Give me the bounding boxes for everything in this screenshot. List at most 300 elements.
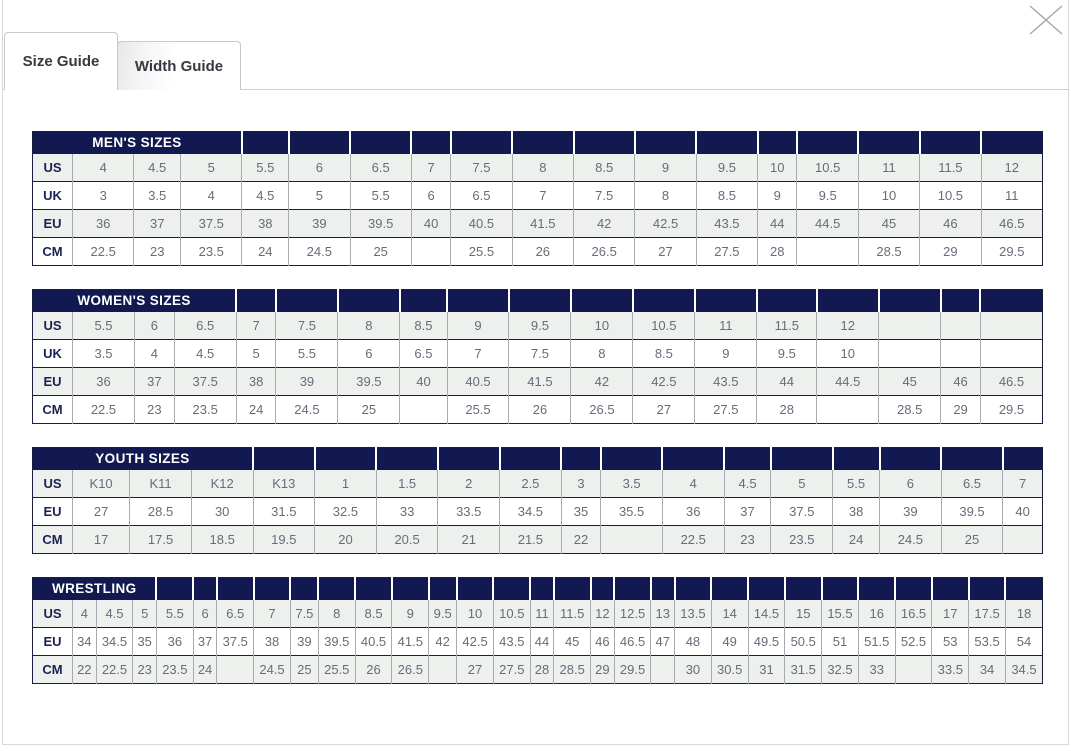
size-tables [3, 90, 1068, 684]
size-cell: 52.5 [895, 628, 932, 656]
size-cell: 35 [561, 498, 601, 526]
size-cell: 49.5 [748, 628, 785, 656]
size-cell: 15 [785, 600, 822, 628]
size-cell: K11 [130, 470, 192, 498]
size-table-youth-sizes [32, 447, 1043, 554]
header-cell [895, 578, 932, 600]
header-cell [591, 578, 615, 600]
row-label: CM [42, 532, 63, 547]
size-cell: 24 [193, 656, 217, 684]
size-cell: 9 [695, 340, 757, 368]
size-cell: 8.5 [400, 312, 447, 340]
size-cell: 43.5 [696, 210, 757, 238]
table-row-eu [33, 628, 1043, 656]
size-cell: 49 [711, 628, 748, 656]
header-cell [376, 448, 438, 470]
size-cell: 41.5 [509, 368, 571, 396]
size-cell [817, 396, 879, 424]
size-cell: 9.5 [696, 154, 757, 182]
size-cell: 46 [920, 210, 981, 238]
table-row-us [33, 470, 1043, 498]
size-guide-panel [3, 89, 1068, 744]
table-title: WOMEN'S SIZES [33, 290, 237, 312]
row-label: CM [42, 244, 63, 259]
size-cell: 39.5 [350, 210, 411, 238]
size-cell: 37 [134, 210, 181, 238]
size-cell: 3.5 [134, 182, 181, 210]
size-cell: 24 [236, 396, 276, 424]
size-cell: 34.5 [1005, 656, 1042, 684]
size-cell: 3.5 [601, 470, 663, 498]
size-cell: 33.5 [932, 656, 969, 684]
size-cell: 11 [981, 182, 1042, 210]
size-cell: 23 [724, 526, 771, 554]
header-cell [156, 578, 193, 600]
size-cell: 8 [338, 312, 400, 340]
size-cell: 10 [571, 312, 633, 340]
table-row-cm [33, 396, 1043, 424]
size-cell: 14 [711, 600, 748, 628]
size-cell: 5.5 [833, 470, 880, 498]
size-cell: 24.5 [276, 396, 338, 424]
size-cell: 39.5 [318, 628, 355, 656]
size-cell: 11 [530, 600, 554, 628]
size-cell: 16 [858, 600, 895, 628]
size-cell: 7 [411, 154, 450, 182]
size-cell: 26 [355, 656, 392, 684]
header-cell [633, 290, 695, 312]
size-cell: 7.5 [290, 600, 318, 628]
size-cell: 37.5 [217, 628, 254, 656]
size-cell: 24 [833, 526, 880, 554]
header-cell [635, 132, 696, 154]
size-cell: 27 [457, 656, 494, 684]
size-cell: 4.5 [242, 182, 289, 210]
size-cell [651, 656, 675, 684]
size-cell: 24.5 [254, 656, 291, 684]
header-cell [571, 290, 633, 312]
tab-size-guide[interactable] [4, 32, 118, 90]
size-cell: 19.5 [253, 526, 315, 554]
size-cell: 13 [651, 600, 675, 628]
size-cell: 12 [981, 154, 1042, 182]
tab-label: Width Guide [134, 57, 224, 75]
header-cell [980, 290, 1042, 312]
size-cell: 25 [350, 238, 411, 266]
row-label: UK [43, 346, 62, 361]
size-cell: 5 [771, 470, 833, 498]
size-cell: 27.5 [493, 656, 530, 684]
size-cell: 1 [315, 470, 377, 498]
size-cell [895, 656, 932, 684]
table-row-eu [33, 210, 1043, 238]
row-label: US [43, 159, 62, 175]
header-cell [512, 132, 573, 154]
size-cell: 29 [591, 656, 615, 684]
size-cell: 9.5 [429, 600, 457, 628]
header-cell [797, 132, 858, 154]
size-cell: 6.5 [174, 312, 236, 340]
size-cell: 40 [411, 210, 450, 238]
size-cell: 27.5 [695, 396, 757, 424]
row-label: US [43, 317, 62, 333]
size-cell: 7 [447, 340, 509, 368]
size-cell: 10 [858, 182, 919, 210]
size-cell: 29.5 [614, 656, 651, 684]
row-label: EU [43, 634, 62, 649]
size-cell: 23 [133, 656, 157, 684]
size-cell: 20 [315, 526, 377, 554]
size-table-men-s-sizes [32, 131, 1043, 266]
size-cell: 46.5 [614, 628, 651, 656]
size-cell: 25 [338, 396, 400, 424]
size-cell: 40 [1003, 498, 1043, 526]
size-cell: 33 [858, 656, 895, 684]
header-cell [400, 290, 447, 312]
size-cell: 10.5 [633, 312, 695, 340]
table-row-us [33, 154, 1043, 182]
row-label: EU [43, 504, 62, 519]
header-cell [771, 448, 833, 470]
size-cell: 27.5 [696, 238, 757, 266]
size-cell: 5 [181, 154, 242, 182]
header-cell [858, 578, 895, 600]
header-cell [1005, 578, 1042, 600]
size-cell: 6.5 [350, 154, 411, 182]
size-cell: 12 [591, 600, 615, 628]
size-cell: 6 [880, 470, 942, 498]
size-cell: 37 [134, 368, 174, 396]
size-cell: 7 [236, 312, 276, 340]
header-cell [822, 578, 859, 600]
size-cell: 46 [941, 368, 981, 396]
table-row-us [33, 312, 1043, 340]
size-cell: 42 [429, 628, 457, 656]
header-cell [438, 448, 500, 470]
size-cell: 44.5 [817, 368, 879, 396]
size-cell: 37.5 [174, 368, 236, 396]
header-cell [785, 578, 822, 600]
table-row-cm [33, 238, 1043, 266]
size-cell: 53 [932, 628, 969, 656]
size-cell: 22.5 [73, 396, 135, 424]
size-cell: 30 [191, 498, 253, 526]
size-cell: 28 [758, 238, 797, 266]
row-label: CM [42, 662, 63, 677]
size-cell: 15.5 [822, 600, 859, 628]
header-cell [457, 578, 494, 600]
size-cell: 38 [236, 368, 276, 396]
size-cell: 11.5 [757, 312, 817, 340]
size-cell: 10 [457, 600, 494, 628]
row-label: EU [43, 216, 62, 231]
header-cell [447, 290, 509, 312]
table-header-row [33, 578, 1043, 600]
size-cell: 44 [530, 628, 554, 656]
header-cell [254, 578, 291, 600]
header-cell [574, 132, 635, 154]
size-cell: 46.5 [981, 210, 1042, 238]
table-row-cm [33, 526, 1043, 554]
size-cell: 21.5 [500, 526, 562, 554]
size-guide-modal [2, 0, 1069, 745]
header-cell [941, 448, 1003, 470]
size-cell: 23.5 [156, 656, 193, 684]
size-cell: 39.5 [941, 498, 1003, 526]
header-cell [1003, 448, 1043, 470]
size-cell: 34 [969, 656, 1006, 684]
size-cell: 7.5 [451, 154, 512, 182]
size-cell: 21 [438, 526, 500, 554]
header-cell [758, 132, 797, 154]
size-cell: 45 [858, 210, 919, 238]
size-cell: 32.5 [315, 498, 377, 526]
size-cell: 46 [591, 628, 615, 656]
size-cell: 3 [561, 470, 601, 498]
size-cell: 50.5 [785, 628, 822, 656]
size-cell [941, 340, 981, 368]
size-cell: 16.5 [895, 600, 932, 628]
size-cell: 4.5 [96, 600, 133, 628]
size-cell: 5 [289, 182, 350, 210]
size-cell: 36 [73, 368, 135, 396]
header-cell [675, 578, 712, 600]
size-cell: 6.5 [400, 340, 447, 368]
size-cell: 4.5 [174, 340, 236, 368]
size-cell: 11 [695, 312, 757, 340]
header-cell [880, 448, 942, 470]
size-cell: 29 [920, 238, 981, 266]
size-cell: 8.5 [633, 340, 695, 368]
header-cell [289, 132, 350, 154]
header-cell [217, 578, 254, 600]
size-cell: 39 [276, 368, 338, 396]
size-cell: 25.5 [451, 238, 512, 266]
size-cell: 45 [554, 628, 591, 656]
header-cell [981, 132, 1042, 154]
size-cell: 18 [1005, 600, 1042, 628]
size-cell: 26.5 [574, 238, 635, 266]
header-cell [451, 132, 512, 154]
header-cell [355, 578, 392, 600]
size-cell: 42 [574, 210, 635, 238]
header-cell [236, 290, 276, 312]
header-cell [817, 290, 879, 312]
size-cell: 27 [73, 498, 130, 526]
size-cell: 51.5 [858, 628, 895, 656]
header-cell [554, 578, 591, 600]
size-cell: 48 [675, 628, 712, 656]
size-cell: 4.5 [724, 470, 771, 498]
size-cell: 36 [662, 498, 724, 526]
header-cell [561, 448, 601, 470]
size-cell: 22.5 [662, 526, 724, 554]
size-cell: 33.5 [438, 498, 500, 526]
size-cell: K12 [191, 470, 253, 498]
size-cell: K13 [253, 470, 315, 498]
size-cell: 9.5 [797, 182, 858, 210]
size-cell: 29.5 [981, 238, 1042, 266]
size-cell: 43.5 [493, 628, 530, 656]
size-cell: 9.5 [509, 312, 571, 340]
header-cell [757, 290, 817, 312]
size-cell: 54 [1005, 628, 1042, 656]
size-cell: 31.5 [253, 498, 315, 526]
size-cell: 18.5 [191, 526, 253, 554]
size-cell: 40.5 [447, 368, 509, 396]
size-cell: 43.5 [695, 368, 757, 396]
size-cell: 22 [561, 526, 601, 554]
size-cell: 8 [571, 340, 633, 368]
size-cell: 42 [571, 368, 633, 396]
size-cell [601, 526, 663, 554]
size-cell: 39.5 [338, 368, 400, 396]
size-cell: 4 [73, 600, 97, 628]
size-cell: 42.5 [633, 368, 695, 396]
row-label: UK [43, 188, 62, 203]
size-cell: 6 [338, 340, 400, 368]
header-cell [858, 132, 919, 154]
size-cell: 44 [757, 368, 817, 396]
size-cell: 26.5 [571, 396, 633, 424]
size-cell: 14.5 [748, 600, 785, 628]
size-cell: 12 [817, 312, 879, 340]
header-cell [493, 578, 530, 600]
size-cell: 17 [73, 526, 130, 554]
size-cell: 39 [289, 210, 350, 238]
tab-bar [4, 32, 241, 90]
tab-width-guide[interactable] [117, 41, 241, 90]
header-cell [879, 290, 941, 312]
size-cell [429, 656, 457, 684]
size-cell: 25.5 [318, 656, 355, 684]
header-cell [601, 448, 663, 470]
header-cell [338, 290, 400, 312]
size-cell: 23.5 [181, 238, 242, 266]
tab-label: Size Guide [22, 53, 100, 70]
header-cell [242, 132, 289, 154]
size-cell: 39 [290, 628, 318, 656]
size-cell: 37 [193, 628, 217, 656]
size-cell: 28 [757, 396, 817, 424]
size-cell: 5 [236, 340, 276, 368]
size-cell: 5.5 [73, 312, 135, 340]
size-cell: 11.5 [920, 154, 981, 182]
header-cell [711, 578, 748, 600]
size-cell: 17.5 [969, 600, 1006, 628]
size-cell [400, 396, 447, 424]
size-cell: 26 [512, 238, 573, 266]
size-cell: 13.5 [675, 600, 712, 628]
size-cell: 22.5 [96, 656, 133, 684]
size-cell: 42.5 [457, 628, 494, 656]
size-cell: 25 [290, 656, 318, 684]
size-cell: 30.5 [711, 656, 748, 684]
close-icon [1028, 5, 1064, 35]
size-cell: 42.5 [635, 210, 696, 238]
size-cell: 7.5 [574, 182, 635, 210]
header-cell [411, 132, 450, 154]
header-cell [193, 578, 217, 600]
size-cell: 51 [822, 628, 859, 656]
size-cell: 26 [509, 396, 571, 424]
size-cell: 28 [530, 656, 554, 684]
size-cell: 29.5 [980, 396, 1042, 424]
size-cell: 25.5 [447, 396, 509, 424]
size-cell: 2.5 [500, 470, 562, 498]
size-cell: 28.5 [130, 498, 192, 526]
size-cell: 10.5 [797, 154, 858, 182]
size-cell: 39 [880, 498, 942, 526]
row-label: EU [43, 374, 62, 389]
size-cell: 11.5 [554, 600, 591, 628]
header-cell [724, 448, 771, 470]
size-cell: K10 [73, 470, 130, 498]
header-cell [696, 132, 757, 154]
size-cell: 7 [512, 182, 573, 210]
header-cell [429, 578, 457, 600]
size-cell: 36 [73, 210, 134, 238]
size-cell: 10 [817, 340, 879, 368]
size-cell: 3 [73, 182, 134, 210]
size-cell: 23.5 [174, 396, 236, 424]
size-cell [217, 656, 254, 684]
size-cell: 44.5 [797, 210, 858, 238]
size-cell: 6.5 [217, 600, 254, 628]
size-cell: 6 [134, 312, 174, 340]
header-cell [350, 132, 411, 154]
size-cell: 37.5 [771, 498, 833, 526]
size-cell: 5.5 [276, 340, 338, 368]
size-cell: 8 [512, 154, 573, 182]
size-cell: 6.5 [451, 182, 512, 210]
size-cell: 5.5 [156, 600, 193, 628]
size-cell: 7 [254, 600, 291, 628]
size-cell: 9 [447, 312, 509, 340]
size-cell: 40.5 [355, 628, 392, 656]
header-cell [969, 578, 1006, 600]
size-cell: 4 [181, 182, 242, 210]
size-cell: 24.5 [880, 526, 942, 554]
size-cell: 4 [134, 340, 174, 368]
size-cell: 28.5 [858, 238, 919, 266]
size-cell: 30 [675, 656, 712, 684]
size-cell: 8.5 [574, 154, 635, 182]
size-cell: 28.5 [879, 396, 941, 424]
header-cell [920, 132, 981, 154]
size-cell: 5 [133, 600, 157, 628]
size-cell: 47 [651, 628, 675, 656]
size-cell: 34.5 [500, 498, 562, 526]
size-cell: 6 [289, 154, 350, 182]
header-cell [392, 578, 429, 600]
size-cell: 46.5 [980, 368, 1042, 396]
size-cell: 37 [724, 498, 771, 526]
header-cell [651, 578, 675, 600]
table-row-us [33, 600, 1043, 628]
header-cell [833, 448, 880, 470]
size-cell: 23 [134, 396, 174, 424]
size-cell [941, 312, 981, 340]
header-cell [932, 578, 969, 600]
table-header-row [33, 448, 1043, 470]
close-button[interactable] [1026, 2, 1066, 38]
size-cell: 11 [858, 154, 919, 182]
size-cell: 7.5 [509, 340, 571, 368]
size-cell: 5.5 [242, 154, 289, 182]
size-cell: 22.5 [73, 238, 134, 266]
size-cell: 4.5 [134, 154, 181, 182]
